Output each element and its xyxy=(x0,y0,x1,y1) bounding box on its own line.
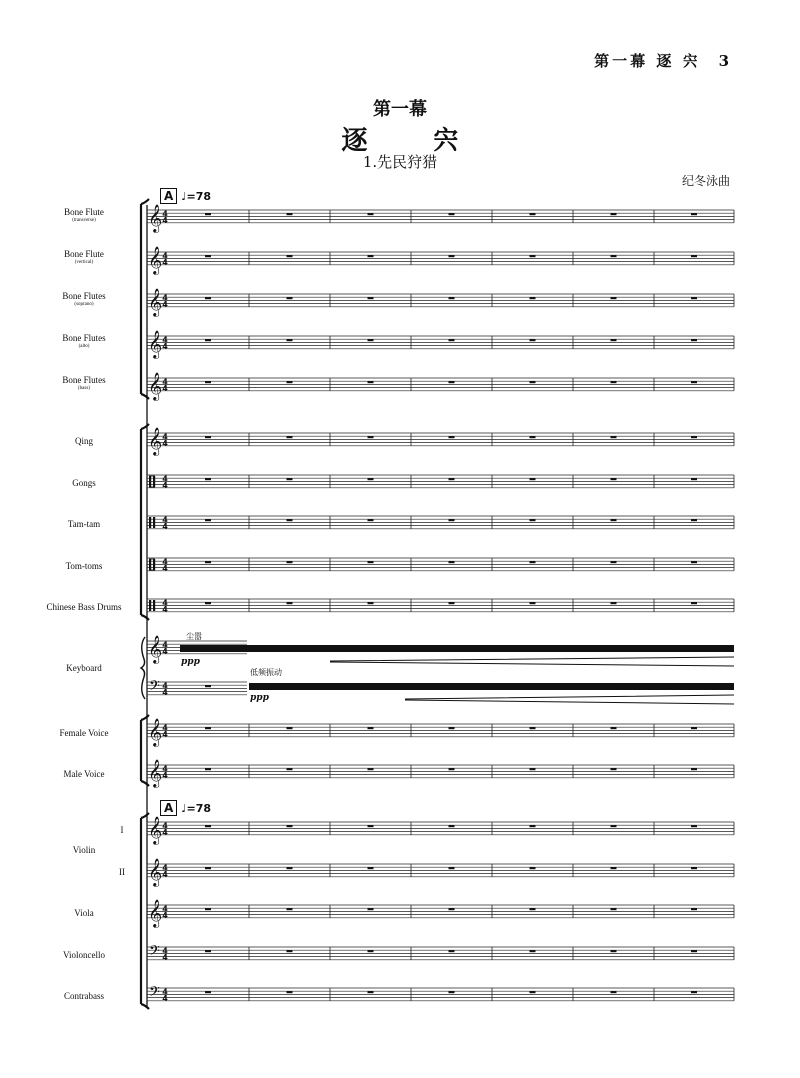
treble-clef-icon: 𝄞 xyxy=(148,287,163,316)
time-signature-denominator: 4 xyxy=(162,730,168,739)
whole-rest xyxy=(449,339,455,341)
whole-rest xyxy=(611,255,617,257)
time-signature-denominator: 4 xyxy=(162,384,168,393)
time-signature-denominator: 4 xyxy=(162,911,168,920)
treble-clef-icon: 𝄞 xyxy=(148,758,163,787)
time-signature-denominator: 4 xyxy=(162,771,168,780)
time-signature-numerator: 4 xyxy=(162,293,168,303)
whole-rest xyxy=(205,950,211,952)
whole-rest xyxy=(611,339,617,341)
whole-rest xyxy=(449,991,455,993)
time-signature-denominator: 4 xyxy=(162,828,168,837)
whole-rest xyxy=(530,991,536,993)
whole-rest xyxy=(530,602,536,604)
label-bone-flutes-bass: Bone Flutes (bass) xyxy=(62,375,106,391)
label-tom-toms: Tom-toms xyxy=(65,561,103,571)
time-signature-denominator: 4 xyxy=(162,258,168,267)
percussion-clef-icon xyxy=(153,476,155,487)
whole-rest xyxy=(449,519,455,521)
whole-rest xyxy=(368,825,374,827)
tempo-marking: ♩=78 xyxy=(181,802,212,815)
time-signature-denominator: 4 xyxy=(162,647,168,656)
label-violin: Violin xyxy=(72,845,96,855)
time-signature-numerator: 4 xyxy=(162,764,168,774)
whole-rest xyxy=(287,381,293,383)
whole-rest xyxy=(530,339,536,341)
whole-rest xyxy=(368,297,374,299)
whole-rest xyxy=(368,561,374,563)
whole-rest xyxy=(691,255,697,257)
whole-rest xyxy=(287,908,293,910)
whole-rest xyxy=(205,867,211,869)
time-signature-denominator: 4 xyxy=(162,688,168,697)
whole-rest xyxy=(611,991,617,993)
treble-clef-icon: 𝄞 xyxy=(148,717,163,746)
whole-rest xyxy=(530,213,536,215)
whole-rest xyxy=(205,519,211,521)
composer-credit: 纪冬泳曲 xyxy=(681,174,730,188)
bass-clef-icon: 𝄢 xyxy=(149,984,160,1004)
crescendo-hairpin xyxy=(405,695,734,704)
whole-rest xyxy=(449,561,455,563)
crescendo-hairpin xyxy=(330,657,734,666)
time-signature-denominator: 4 xyxy=(162,439,168,448)
whole-rest xyxy=(530,519,536,521)
label-violoncello: Violoncello xyxy=(63,950,105,960)
whole-rest xyxy=(611,768,617,770)
whole-rest xyxy=(691,381,697,383)
whole-rest xyxy=(287,561,293,563)
percussion-clef-icon xyxy=(149,517,151,528)
whole-rest xyxy=(287,825,293,827)
time-signature-numerator: 4 xyxy=(162,904,168,914)
time-signature-numerator: 4 xyxy=(162,557,168,567)
tempo-marking: ♩=78 xyxy=(181,190,212,203)
time-signature-numerator: 4 xyxy=(162,723,168,733)
whole-rest xyxy=(691,436,697,438)
label-qing: Qing xyxy=(75,436,93,446)
whole-rest xyxy=(205,381,211,383)
whole-rest xyxy=(287,991,293,993)
whole-rest xyxy=(368,436,374,438)
time-signature-denominator: 4 xyxy=(162,342,168,351)
whole-rest xyxy=(205,685,211,687)
label-violin-ii: II xyxy=(119,867,125,877)
time-signature-denominator: 4 xyxy=(162,481,168,490)
whole-rest xyxy=(530,255,536,257)
whole-rest xyxy=(368,255,374,257)
whole-rest xyxy=(205,436,211,438)
whole-rest xyxy=(449,255,455,257)
whole-rest xyxy=(611,602,617,604)
whole-rest xyxy=(449,950,455,952)
whole-rest xyxy=(611,950,617,952)
keyboard-lower-text: 低频振动 xyxy=(250,668,282,677)
label-chinese-bass-drums: Chinese Bass Drums xyxy=(46,602,122,612)
whole-rest xyxy=(691,478,697,480)
label-male-voice: Male Voice xyxy=(63,769,105,779)
percussion-clef-icon xyxy=(149,559,151,570)
rehearsal-letter: A xyxy=(160,800,177,816)
label-tam-tam: Tam-tam xyxy=(67,519,101,529)
whole-rest xyxy=(205,602,211,604)
whole-rest xyxy=(530,825,536,827)
whole-rest xyxy=(368,950,374,952)
whole-rest xyxy=(449,602,455,604)
whole-rest xyxy=(205,561,211,563)
time-signature-numerator: 4 xyxy=(162,987,168,997)
whole-rest xyxy=(368,727,374,729)
whole-rest xyxy=(530,867,536,869)
time-signature-numerator: 4 xyxy=(162,681,168,691)
whole-rest xyxy=(530,561,536,563)
whole-rest xyxy=(530,381,536,383)
dynamic-ppp: ppp xyxy=(250,693,269,703)
treble-clef-icon: 𝄞 xyxy=(148,371,163,400)
time-signature-denominator: 4 xyxy=(162,300,168,309)
treble-clef-icon: 𝄞 xyxy=(148,203,163,232)
whole-rest xyxy=(287,436,293,438)
time-signature-denominator: 4 xyxy=(162,994,168,1003)
bass-clef-icon: 𝄢 xyxy=(149,678,160,698)
whole-rest xyxy=(611,381,617,383)
whole-rest xyxy=(368,867,374,869)
running-title: 第一幕 逐 宍 xyxy=(594,52,701,70)
time-signature-numerator: 4 xyxy=(162,474,168,484)
whole-rest xyxy=(205,768,211,770)
whole-rest xyxy=(368,991,374,993)
time-signature-denominator: 4 xyxy=(162,605,168,614)
whole-rest xyxy=(691,867,697,869)
keyboard-held-note-lower xyxy=(249,683,734,690)
whole-rest xyxy=(449,727,455,729)
whole-rest xyxy=(691,339,697,341)
whole-rest xyxy=(691,297,697,299)
keyboard-brace xyxy=(141,637,145,699)
whole-rest xyxy=(691,825,697,827)
dynamic-ppp: ppp xyxy=(181,657,200,667)
whole-rest xyxy=(611,561,617,563)
rehearsal-letter: A xyxy=(160,188,177,204)
whole-rest xyxy=(287,727,293,729)
whole-rest xyxy=(287,478,293,480)
page-number: 3 xyxy=(718,52,732,70)
whole-rest xyxy=(530,436,536,438)
movement-title: 逐 宍 xyxy=(341,126,487,156)
whole-rest xyxy=(287,213,293,215)
whole-rest xyxy=(287,768,293,770)
whole-rest xyxy=(611,727,617,729)
time-signature-numerator: 4 xyxy=(162,377,168,387)
label-female-voice: Female Voice xyxy=(59,728,109,738)
whole-rest xyxy=(530,727,536,729)
treble-clef-icon: 𝄞 xyxy=(148,245,163,274)
whole-rest xyxy=(205,297,211,299)
label-viola: Viola xyxy=(74,908,94,918)
keyboard-upper-text: 尘嚣 xyxy=(186,632,202,641)
whole-rest xyxy=(530,297,536,299)
whole-rest xyxy=(611,825,617,827)
whole-rest xyxy=(611,213,617,215)
whole-rest xyxy=(449,297,455,299)
whole-rest xyxy=(611,478,617,480)
whole-rest xyxy=(611,436,617,438)
whole-rest xyxy=(205,213,211,215)
act-title: 第一幕 xyxy=(373,99,427,120)
whole-rest xyxy=(287,297,293,299)
label-bone-flute-vertical: Bone Flute (vertical) xyxy=(64,249,104,265)
whole-rest xyxy=(449,436,455,438)
whole-rest xyxy=(205,255,211,257)
whole-rest xyxy=(368,602,374,604)
whole-rest xyxy=(449,908,455,910)
whole-rest xyxy=(449,213,455,215)
whole-rest xyxy=(368,768,374,770)
whole-rest xyxy=(530,478,536,480)
whole-rest xyxy=(368,478,374,480)
time-signature-denominator: 4 xyxy=(162,564,168,573)
whole-rest xyxy=(287,950,293,952)
whole-rest xyxy=(691,727,697,729)
time-signature-denominator: 4 xyxy=(162,870,168,879)
treble-clef-icon: 𝄞 xyxy=(148,857,163,886)
time-signature-numerator: 4 xyxy=(162,640,168,650)
treble-clef-icon: 𝄞 xyxy=(148,634,163,663)
whole-rest xyxy=(205,478,211,480)
whole-rest xyxy=(368,519,374,521)
whole-rest xyxy=(611,908,617,910)
whole-rest xyxy=(287,339,293,341)
whole-rest xyxy=(449,768,455,770)
time-signature-numerator: 4 xyxy=(162,946,168,956)
label-contrabass: Contrabass xyxy=(64,991,104,1001)
label-bone-flutes-soprano: Bone Flutes (soprano) xyxy=(62,291,106,307)
whole-rest xyxy=(449,381,455,383)
label-bone-flute-transverse: Bone Flute (transverse) xyxy=(64,207,104,223)
time-signature-numerator: 4 xyxy=(162,515,168,525)
whole-rest xyxy=(691,768,697,770)
whole-rest xyxy=(449,867,455,869)
percussion-clef-icon xyxy=(153,600,155,611)
label-gongs: Gongs xyxy=(72,478,96,488)
whole-rest xyxy=(691,519,697,521)
whole-rest xyxy=(691,213,697,215)
treble-clef-icon: 𝄞 xyxy=(148,329,163,358)
treble-clef-icon: 𝄞 xyxy=(148,898,163,927)
whole-rest xyxy=(691,908,697,910)
label-bone-flutes-alto: Bone Flutes (alto) xyxy=(62,333,106,349)
percussion-clef-icon xyxy=(149,600,151,611)
treble-clef-icon: 𝄞 xyxy=(148,815,163,844)
keyboard-held-note-upper xyxy=(180,645,734,652)
whole-rest xyxy=(530,768,536,770)
whole-rest xyxy=(287,255,293,257)
whole-rest xyxy=(691,602,697,604)
whole-rest xyxy=(205,991,211,993)
time-signature-numerator: 4 xyxy=(162,251,168,261)
whole-rest xyxy=(449,478,455,480)
time-signature-numerator: 4 xyxy=(162,598,168,608)
whole-rest xyxy=(368,339,374,341)
label-keyboard: Keyboard xyxy=(66,663,102,673)
time-signature-numerator: 4 xyxy=(162,335,168,345)
whole-rest xyxy=(611,297,617,299)
whole-rest xyxy=(205,339,211,341)
percussion-clef-icon xyxy=(153,559,155,570)
whole-rest xyxy=(611,867,617,869)
bass-clef-icon: 𝄢 xyxy=(149,943,160,963)
whole-rest xyxy=(368,908,374,910)
whole-rest xyxy=(287,602,293,604)
time-signature-denominator: 4 xyxy=(162,216,168,225)
percussion-clef-icon xyxy=(153,517,155,528)
percussion-clef-icon xyxy=(149,476,151,487)
whole-rest xyxy=(205,825,211,827)
whole-rest xyxy=(530,908,536,910)
time-signature-denominator: 4 xyxy=(162,522,168,531)
whole-rest xyxy=(691,950,697,952)
time-signature-numerator: 4 xyxy=(162,432,168,442)
whole-rest xyxy=(530,950,536,952)
time-signature-numerator: 4 xyxy=(162,863,168,873)
whole-rest xyxy=(287,519,293,521)
whole-rest xyxy=(205,727,211,729)
time-signature-numerator: 4 xyxy=(162,821,168,831)
time-signature-denominator: 4 xyxy=(162,953,168,962)
label-violin-i: I xyxy=(120,825,124,835)
whole-rest xyxy=(611,519,617,521)
whole-rest xyxy=(368,381,374,383)
whole-rest xyxy=(287,867,293,869)
piece-title: 1.先民狩猎 xyxy=(362,153,438,171)
whole-rest xyxy=(368,213,374,215)
time-signature-numerator: 4 xyxy=(162,209,168,219)
whole-rest xyxy=(691,561,697,563)
treble-clef-icon: 𝄞 xyxy=(148,426,163,455)
whole-rest xyxy=(449,825,455,827)
whole-rest xyxy=(691,991,697,993)
whole-rest xyxy=(205,908,211,910)
